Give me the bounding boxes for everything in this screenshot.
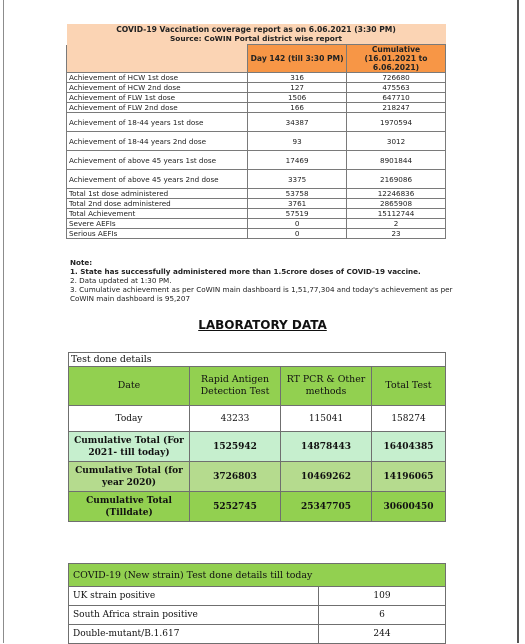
laboratory-data-title: LABORATORY DATA xyxy=(198,318,327,332)
table-row xyxy=(67,93,446,103)
vaccination-row-label: Serious AEFIs xyxy=(67,229,248,239)
vaccination-row-day: 34387 xyxy=(248,113,347,132)
vaccination-row-label: Achievement of 18-44 years 1st dose xyxy=(67,113,248,132)
lab-caption-row xyxy=(69,353,446,367)
vaccination-row-cumulative: 8901844 xyxy=(347,151,446,170)
lab-row-date: Cumulative Total (for year 2020) xyxy=(69,462,190,492)
vaccination-row-day: 127 xyxy=(248,83,347,93)
vaccination-row-label: Achievement of above 45 years 1st dose xyxy=(67,151,248,170)
lab-row-rat: 1525942 xyxy=(190,432,281,462)
vaccination-row-cumulative: 726680 xyxy=(347,73,446,83)
lab-row-rat: 5252745 xyxy=(190,492,281,522)
table-row xyxy=(69,492,446,522)
lab-caption: Test done details xyxy=(69,353,446,367)
strain-label: South Africa strain positive xyxy=(69,606,319,625)
lab-row-rat: 43233 xyxy=(190,406,281,432)
notes-block xyxy=(70,258,460,303)
vaccination-row-cumulative: 23 xyxy=(347,229,446,239)
vaccination-row-label: Total 2nd dose administered xyxy=(67,199,248,209)
strain-value: 244 xyxy=(319,625,446,644)
new-strain-table xyxy=(68,563,446,644)
vaccination-row-label: Total Achievement xyxy=(67,209,248,219)
table-row xyxy=(67,219,446,229)
vaccination-row-cumulative: 15112744 xyxy=(347,209,446,219)
table-row xyxy=(67,209,446,219)
table-row xyxy=(67,73,446,83)
vaccination-header-cumulative: Cumulative (16.01.2021 to 6.06.2021) xyxy=(347,45,446,73)
vaccination-row-day: 53758 xyxy=(248,189,347,199)
vaccination-row-day: 3375 xyxy=(248,170,347,189)
strain-label: UK strain positive xyxy=(69,587,319,606)
lab-row-rtpcr: 10469262 xyxy=(281,462,372,492)
vaccination-row-label: Achievement of FLW 2nd dose xyxy=(67,103,248,113)
lab-row-total: 16404385 xyxy=(372,432,446,462)
vaccination-title: COVID-19 Vaccination coverage report as on 6.06.2021 (3:30 PM) xyxy=(67,24,446,34)
table-row xyxy=(69,462,446,492)
vaccination-row-cumulative: 647710 xyxy=(347,93,446,103)
vaccination-source: Source: CoWIN Portal district wise report xyxy=(67,34,446,45)
lab-header-row xyxy=(69,367,446,406)
vaccination-row-label: Achievement of 18-44 years 2nd dose xyxy=(67,132,248,151)
strain-value: 109 xyxy=(319,587,446,606)
table-row xyxy=(67,83,446,93)
strain-value: 6 xyxy=(319,606,446,625)
table-row xyxy=(69,606,446,625)
table-row xyxy=(67,170,446,189)
lab-row-total: 158274 xyxy=(372,406,446,432)
vaccination-body xyxy=(67,73,446,239)
lab-row-total: 30600450 xyxy=(372,492,446,522)
vaccination-row-cumulative: 475563 xyxy=(347,83,446,93)
table-row xyxy=(67,132,446,151)
lab-row-rtpcr: 14878443 xyxy=(281,432,372,462)
vaccination-header-day: Day 142 (till 3:30 PM) xyxy=(248,45,347,73)
vaccination-row-label: Achievement of FLW 1st dose xyxy=(67,93,248,103)
laboratory-test-table xyxy=(68,352,446,522)
lab-row-total: 14196065 xyxy=(372,462,446,492)
table-row xyxy=(67,189,446,199)
lab-row-rat: 3726803 xyxy=(190,462,281,492)
vaccination-row-label: Achievement of above 45 years 2nd dose xyxy=(67,170,248,189)
vaccination-row-cumulative: 2169086 xyxy=(347,170,446,189)
vaccination-row-day: 0 xyxy=(248,229,347,239)
note-1: 1. State has successfully administered more than 1.5crore doses of COVID-19 vaccine. xyxy=(70,267,421,276)
vaccination-row-label: Severe AEFIs xyxy=(67,219,248,229)
notes-heading: Note: xyxy=(70,258,93,267)
lab-row-rtpcr: 115041 xyxy=(281,406,372,432)
lab-header-total: Total Test xyxy=(372,367,446,406)
vaccination-row-day: 1506 xyxy=(248,93,347,103)
vaccination-coverage-table xyxy=(66,24,446,239)
vaccination-row-label: Total 1st dose administered xyxy=(67,189,248,199)
vaccination-header-row xyxy=(67,45,446,73)
vaccination-title-row xyxy=(67,24,446,34)
lab-header-rapid-antigen: Rapid Antigen Detection Test xyxy=(190,367,281,406)
vaccination-source-row xyxy=(67,34,446,45)
lab-row-date: Cumulative Total (For 2021- till today) xyxy=(69,432,190,462)
note-2: 2. Data updated at 1:30 PM. xyxy=(70,276,172,285)
table-row xyxy=(69,432,446,462)
vaccination-row-day: 0 xyxy=(248,219,347,229)
vaccination-row-day: 166 xyxy=(248,103,347,113)
table-row xyxy=(69,406,446,432)
vaccination-row-label: Achievement of HCW 2nd dose xyxy=(67,83,248,93)
strain-header-row xyxy=(69,564,446,587)
table-row xyxy=(67,229,446,239)
lab-row-date: Cumulative Total (Tilldate) xyxy=(69,492,190,522)
vaccination-row-cumulative: 2865908 xyxy=(347,199,446,209)
strain-label: Double-mutant/B.1.617 xyxy=(69,625,319,644)
vaccination-row-cumulative: 1970594 xyxy=(347,113,446,132)
lab-row-date: Today xyxy=(69,406,190,432)
table-row xyxy=(67,151,446,170)
table-row xyxy=(67,199,446,209)
table-row xyxy=(69,587,446,606)
note-3: 3. Cumulative achievement as per CoWIN main dashboard is 1,51,77,304 and today's achievement as per CoWIN main dashboard is 95,207 xyxy=(70,285,453,303)
vaccination-row-day: 93 xyxy=(248,132,347,151)
table-row xyxy=(69,625,446,644)
lab-header-date: Date xyxy=(69,367,190,406)
table-row xyxy=(67,103,446,113)
vaccination-row-day: 316 xyxy=(248,73,347,83)
vaccination-row-cumulative: 2 xyxy=(347,219,446,229)
vaccination-row-day: 17469 xyxy=(248,151,347,170)
vaccination-row-day: 57519 xyxy=(248,209,347,219)
vaccination-row-cumulative: 218247 xyxy=(347,103,446,113)
vaccination-row-cumulative: 3012 xyxy=(347,132,446,151)
strain-heading: COVID-19 (New strain) Test done details till today xyxy=(69,564,446,587)
vaccination-row-cumulative: 12246836 xyxy=(347,189,446,199)
table-row xyxy=(67,113,446,132)
lab-row-rtpcr: 25347705 xyxy=(281,492,372,522)
lab-header-rtpcr: RT PCR & Other methods xyxy=(281,367,372,406)
vaccination-row-label: Achievement of HCW 1st dose xyxy=(67,73,248,83)
vaccination-row-day: 3761 xyxy=(248,199,347,209)
vaccination-header-blank xyxy=(67,45,248,73)
